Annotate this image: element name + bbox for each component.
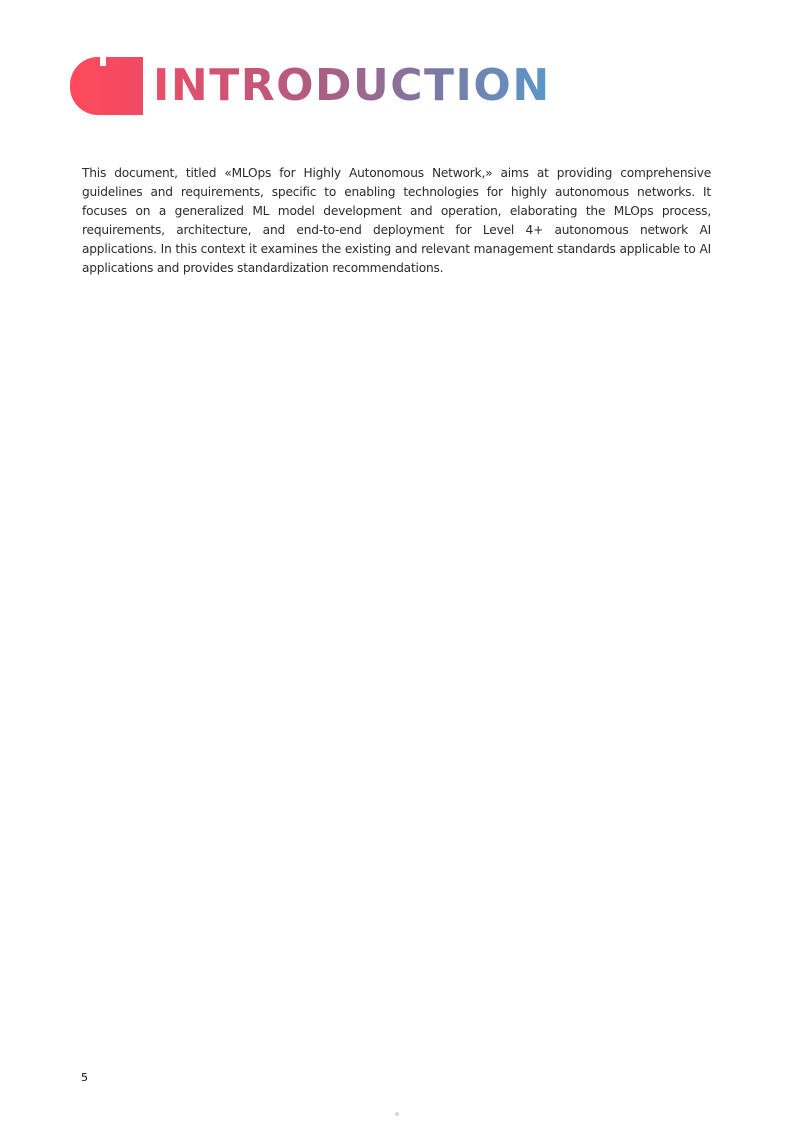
footer-dot bbox=[395, 1112, 399, 1116]
section-heading bbox=[70, 55, 551, 117]
page-number: 5 bbox=[81, 1071, 88, 1084]
intro-paragraph: This document, titled «MLOps for Highly Autonomous Network,» aims at providing comprehensive guidelines and requirements, specific to enabling technologies for highly autonomous networks. It focuses on a generalized ML model development and operation, elaborating the MLOps process, requirements, architecture, and end-to-end deployment for Level 4+ autonomous network AI applications. In this context it examines the existing and relevant management standards applicable to AI applications and provides standardization recommendations. bbox=[82, 166, 711, 275]
heading-accent-notch bbox=[100, 57, 106, 66]
page-title: INTRODUCTION bbox=[153, 57, 551, 115]
heading-accent-shape bbox=[70, 57, 143, 115]
